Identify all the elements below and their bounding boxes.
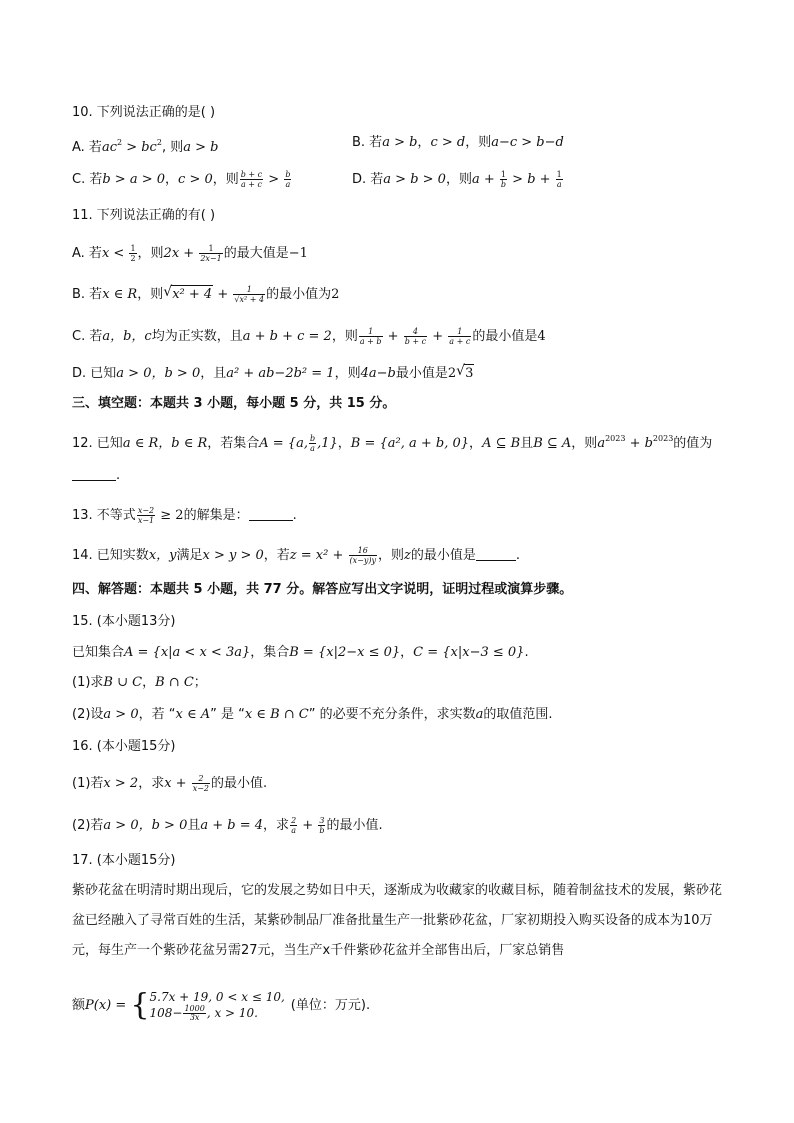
q11-stem: 11. 下列说法正确的有( ) <box>72 208 216 223</box>
fraction: $\frac{3}{b}$ <box>319 816 325 835</box>
section-3-heading: 三、填空题：本题共 3 小题，每小题 5 分，共 15 分。 <box>72 396 396 411</box>
q17-heading: 17. (本小题15分) <box>72 853 176 868</box>
fraction: $\frac{1}{b}$ <box>500 170 507 189</box>
q15-part2: (2)设a > 0，若 “x ∈ A” 是 “x ∈ B ∩ C” 的必要不充分条件，求实数a的取值范围. <box>72 707 553 722</box>
fraction: $\frac{2}{x-2}$ <box>192 774 210 793</box>
q16-part1: (1)若x > 2，求x + $\frac{2}{x-2}$ 的最小值. <box>72 774 268 793</box>
q10-option-d: D. 若a > b > 0，则a + $\frac{1}{b}$ > b + $\frac{1}{a}$ <box>352 170 562 189</box>
q10-option-b: B. 若a > b，c > d，则a−c > b−d <box>352 135 564 150</box>
fraction: $\frac{b + c}{a + c}$ <box>240 170 263 189</box>
q11-option-c: C. 若a，b，c均为正实数，且a + b + c = 2，则 $\frac{1}{a + b}$ + $\frac{4}{b + c}$ + $\frac{1}{a + c}$ 的最小值是4 <box>72 327 546 346</box>
q15-part1: (1)求B ∪ C，B ∩ C； <box>72 675 207 690</box>
sqrt: √ 3 <box>456 364 474 383</box>
fraction: $\frac{1}{\text{√x² + 4}}$ <box>234 285 265 304</box>
q17-piecewise: 额P(x) = { 5.7x + 19, 0 < x ≤ 10, 108− $\frac{1000}{3x}$ , x > 10. (单位：万元). <box>72 987 371 1023</box>
fraction: $\frac{1}{a + c}$ <box>449 327 471 346</box>
fraction: $\frac{2}{a}$ <box>291 816 297 835</box>
q15-line1: 已知集合A = {x|a < x < 3a}，集合B = {x|2−x ≤ 0}，C = {x|x−3 ≤ 0}. <box>72 645 529 660</box>
fraction: $\frac{x-2}{x-1}$ <box>137 506 155 525</box>
piecewise-cases: 5.7x + 19, 0 < x ≤ 10, 108− $\frac{1000}{3x}$ , x > 10. <box>149 990 285 1022</box>
fraction: $\frac{b}{a}$ <box>285 170 291 189</box>
q15-heading: 15. (本小题13分) <box>72 614 176 629</box>
q11-option-d: D. 已知a > 0，b > 0，且a² + ab−2b² = 1，则4a−b最小值是2√ 3 <box>72 364 474 383</box>
answer-blank[interactable] <box>249 508 293 521</box>
q10-option-a: A. 若$ac^2 > bc^2$, 则a > b <box>72 138 219 155</box>
fraction: $\frac{4}{b + c}$ <box>404 327 427 346</box>
q11-option-b: B. 若x ∈ R，则√ x² + 4 + $\frac{1}{\text{√x² + 4}}$ 的最小值为2 <box>72 285 339 304</box>
left-brace-icon: { <box>130 987 150 1023</box>
fraction: $\frac{1}{2x-1}$ <box>200 244 222 263</box>
answer-blank[interactable] <box>72 468 116 481</box>
q10-option-c: C. 若b > a > 0，c > 0，则 $\frac{b + c}{a + c}$ > $\frac{b}{a}$ <box>72 170 291 189</box>
fraction: $\frac{1}{2}$ <box>130 244 136 263</box>
fraction: $\frac{1}{a}$ <box>556 170 562 189</box>
q16-heading: 16. (本小题15分) <box>72 739 176 754</box>
q17-paragraph: 紫砂花盆在明清时期出现后，它的发展之势如日中天，逐渐成为收藏家的收藏目标，随着制盆技术的发展，紫砂花盆已经融入了寻常百姓的生活，某紫砂制品厂准备批量生产一批紫砂花盆，厂家初期投入购买设备的成本为10万元，每生产一个紫砂花盆另需27元，当生产x千件紫砂花盆并全部售出后，厂家总销售 <box>72 883 723 958</box>
q13: 13. 不等式 $\frac{x-2}{x-1}$ ≥ 2的解集是： . <box>72 506 297 525</box>
q14: 14. 已知实数x，y满足x > y > 0，若z = x² + $\frac{16}{(x-y)y}$ ，则z的最小值是 . <box>72 546 521 565</box>
q12: 12. 已知a ∈ R，b ∈ R，若集合A = {a, $\frac{b}{a}$ ,1}，B = {a², a + b, 0}，A ⊆ B且B ⊆ A，则$a^{2023} + b^{2023}$的值为 <box>72 434 713 453</box>
fraction: $\frac{16}{(x-y)y}$ <box>349 546 377 565</box>
sqrt: √ x² + 4 <box>163 285 213 304</box>
q10-stem: 10. 下列说法正确的是( ) <box>72 105 216 120</box>
q12-answer-blank: . <box>72 467 120 485</box>
fraction: $\frac{1000}{3x}$ <box>184 1004 205 1022</box>
fraction: $\frac{b}{a}$ <box>309 434 316 453</box>
fraction: $\frac{1}{a + b}$ <box>359 327 382 346</box>
q11-option-a: A. 若x < $\frac{1}{2}$ ，则2x + $\frac{1}{2x-1}$ 的最大值是−1 <box>72 244 308 263</box>
section-4-heading: 四、解答题：本题共 5 小题，共 77 分。解答应写出文字说明，证明过程或演算步骤。 <box>72 582 573 597</box>
q16-part2: (2)若a > 0，b > 0且a + b = 4，求 $\frac{2}{a}$ + $\frac{3}{b}$ 的最小值. <box>72 816 383 835</box>
answer-blank[interactable] <box>476 548 516 561</box>
